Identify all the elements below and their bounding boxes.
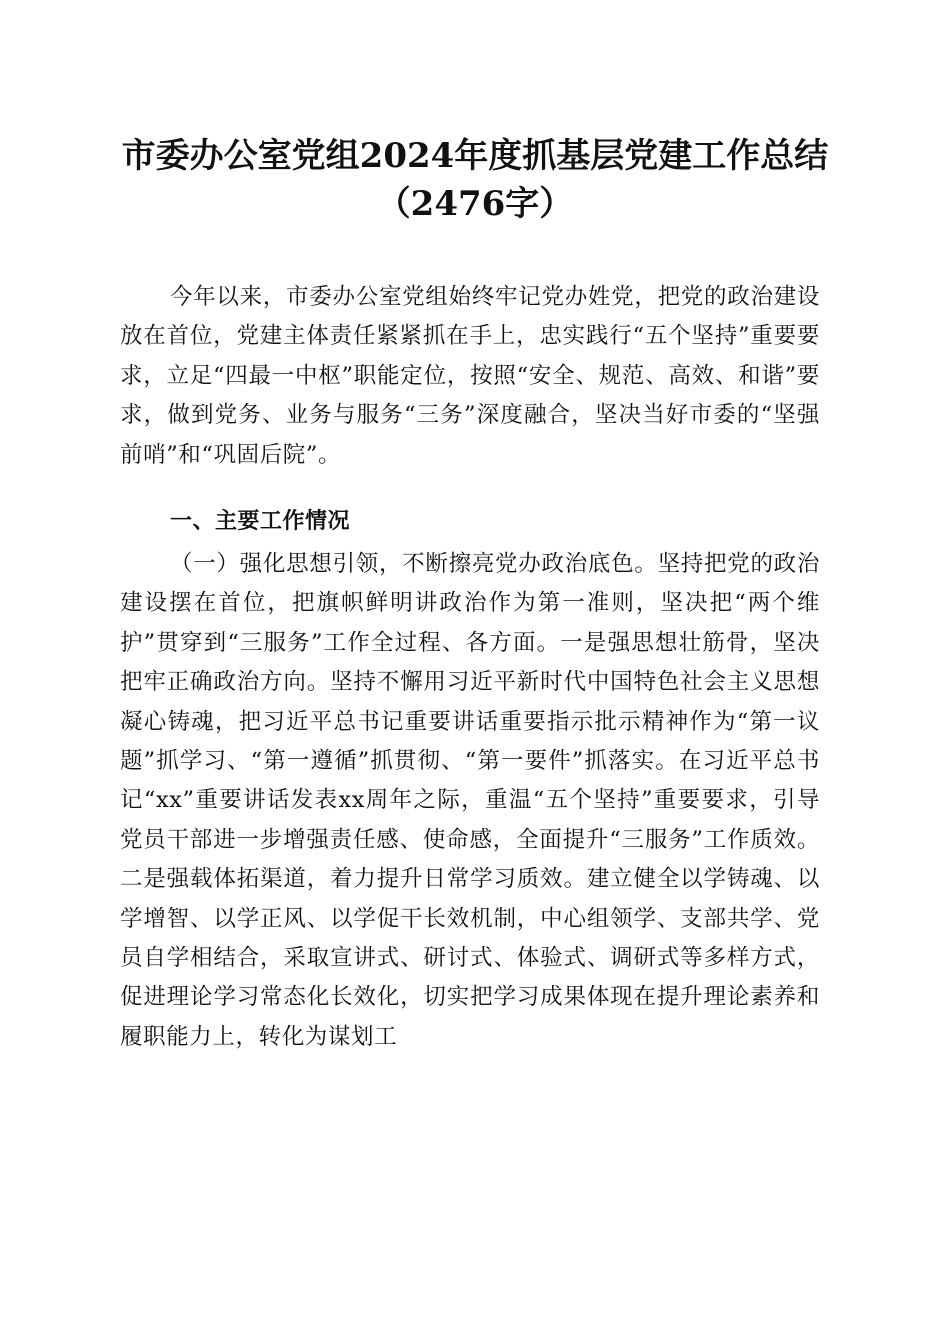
document-title: 市委办公室党组2024年度抓基层党建工作总结（2476字） [121, 136, 829, 224]
section-heading: 一、主要工作情况 [170, 509, 351, 534]
intro-paragraph: 今年以来，市委办公室党组始终牢记党办姓党，把党的政治建设放在首位，党建主体责任紧紧抓在手上，忠实践行“五个坚持”重要要求，立足“四最一中枢”职能定位，按照“安全、规范、高效、和谐”要求，做到党务、业务与服务“三务”深度融合，坚决当好市委的“坚强前哨”和“巩固后院”。 [120, 284, 820, 468]
section-paragraph: （一）强化思想引领，不断擦亮党办政治底色。坚持把党的政治建设摆在首位，把旗帜鲜明讲政治作为第一准则，坚决把“两个维护”贯穿到“三服务”工作全过程、各方面。一是强思想壮筋骨，坚决把牢正确政治方向。坚持不懈用习近平新时代中国特色社会主义思想凝心铸魂，把习近平总书记重要讲话重要指示批示精神作为“第一议题”抓学习、“第一遵循”抓贯彻、“第一要件”抓落实。在习近平总书记“xx”重要讲话发表xx周年之际，重温“五个坚持”重要要求，引导党员干部进一步增强责任感、使命感，全面提升“三服务”工作质效。二是强载体拓渠道，着力提升日常学习质效。建立健全以学铸魂、以学增智、以学正风、以学促干长效机制，中心组领学、支部共学、党员自学相结合，采取宣讲式、研讨式、体验式、调研式等多样方式，促进理论学习常态化长效化，切实把学习成果体现在提升理论素养和履职能力上，转化为谋划工 [120, 551, 820, 1050]
